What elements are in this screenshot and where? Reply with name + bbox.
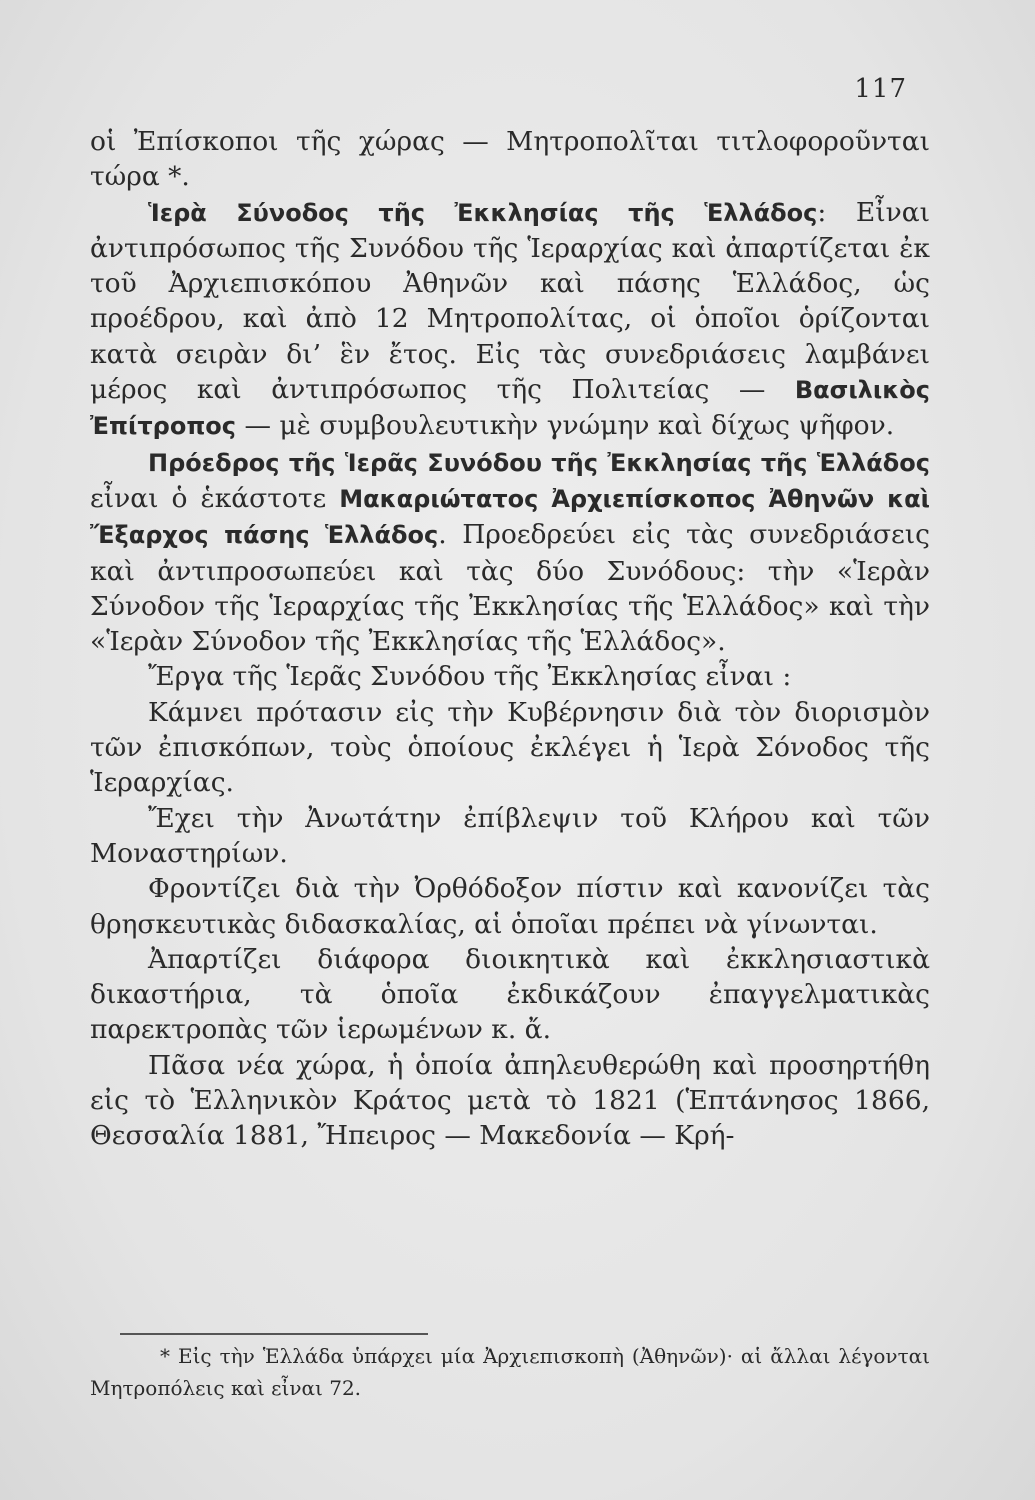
text-segment: εἶναι ὁ ἑκάστοτε [90,482,340,514]
bold-term: Μακαριώτατος Ἀρχιεπίσκοπος Ἀθηνῶν καὶ Ἔξαρχος πάσης Ἑλλάδος [90,484,930,550]
page-number: 117 [854,74,907,104]
body-text [90,124,930,1154]
text-segment: Πᾶσα νέα χώρα, ἡ ὁποία ἀπηλευθερώθη καὶ προσηρτήθη εἰς τὸ Ἑλληνικὸν Κράτος μετὰ τὸ 1821 (Ἑπτάνησος 1866, Θεσσαλία 1881, Ἤπειρος — Μακεδονία — Κρή- [90,1049,930,1152]
footnote-rule [120,1333,428,1335]
paragraph [90,195,930,445]
text-segment: Ἀπαρτίζει διάφορα διοικητικὰ καὶ ἐκκλησιαστικὰ δικαστήρια, τὰ ὁποῖα ἐκδικάζουν ἐπαγγελματικὰς παρεκτροπὰς τῶν ἱερωμένων κ. ἄ. [90,943,930,1046]
bold-term: Ἱερὰ Σύνοδος τῆς Ἐκκλησίας τῆς Ἑλλάδος [148,198,818,227]
paragraph [90,871,930,942]
text-segment: Ἔχει τὴν Ἀνωτάτην ἐπίβλεψιν τοῦ Κλήρου καὶ τῶν Μοναστηρίων. [90,802,930,869]
text-segment: οἱ Ἐπίσκοποι τῆς χώρας — Μητροπολῖται τιτλοφοροῦνται τώρα *. [90,126,930,193]
text-segment: Φροντίζει διὰ τὴν Ὀρθόδοξον πίστιν καὶ κανονίζει τὰς θρησκευτικὰς διδασκαλίας, αἱ ὁποῖαι πρέπει νὰ γίνωνται. [90,873,930,940]
text-segment: Κάμνει πρότασιν εἰς τὴν Κυβέρνησιν διὰ τὸν διορισμὸν τῶν ἐπισκόπων, τοὺς ὁποίους ἐκλέγει ἡ Ἱερὰ Σόνοδος τῆς Ἱεραρχίας. [90,696,930,799]
footnote: * Εἰς τὴν Ἑλλάδα ὑπάρχει μία Ἀρχιεπισκοπὴ (Ἀθηνῶν)· αἱ ἄλλαι λέγονται Μητροπόλεις καὶ εἶναι 72. [90,1344,930,1400]
text-segment: . Προεδρεύει εἰς τὰς συνεδριάσεις καὶ ἀντιπροσωπεύει καὶ τὰς δύο Συνόδους: τὴν «Ἱερὰν Σύνοδον τῆς Ἱεραρχίας τῆς Ἐκκλησίας τῆς Ἑλλάδος» καὶ τὴν «Ἱερὰν Σύνοδον τῆς Ἐκκλησίας τῆς Ἑλλάδος». [90,519,931,658]
paragraph [90,801,930,872]
paragraph [90,124,930,195]
paragraph [90,659,930,694]
paragraph [90,695,930,801]
paragraph [90,445,930,660]
text-segment: : Εἶναι ἀντιπρόσωπος τῆς Συνόδου τῆς Ἱεραρχίας καὶ ἀπαρτίζεται ἐκ τοῦ Ἀρχιεπισκόπου Ἀθηνῶν καὶ πάσης Ἑλλάδος, ὡς προέδρου, καὶ ἀπὸ 12 Μητροπολίτας, οἱ ὁποῖοι ὁρίζονται κατὰ σειρὰν δι’ ἓν ἔτος. Εἰς τὰς συνεδριάσεις λαμβάνει μέρος καὶ ἀντιπρόσωπος τῆς Πολιτείας — [90,196,930,406]
text-segment: — μὲ συμβουλευτικὴν γνώμην καὶ δίχως ψῆφον. [236,410,895,442]
bold-term: Βασιλικὸς Ἐπίτροπος [90,376,930,441]
paragraph [90,942,930,1048]
text-segment: Ἔργα τῆς Ἱερᾶς Συνόδου τῆς Ἐκκλησίας εἶναι : [148,661,792,693]
bold-term: Πρόεδρος τῆς Ἱερᾶς Συνόδου τῆς Ἐκκλησίας τῆς Ἑλλάδος [148,448,930,477]
paragraph [90,1048,930,1154]
